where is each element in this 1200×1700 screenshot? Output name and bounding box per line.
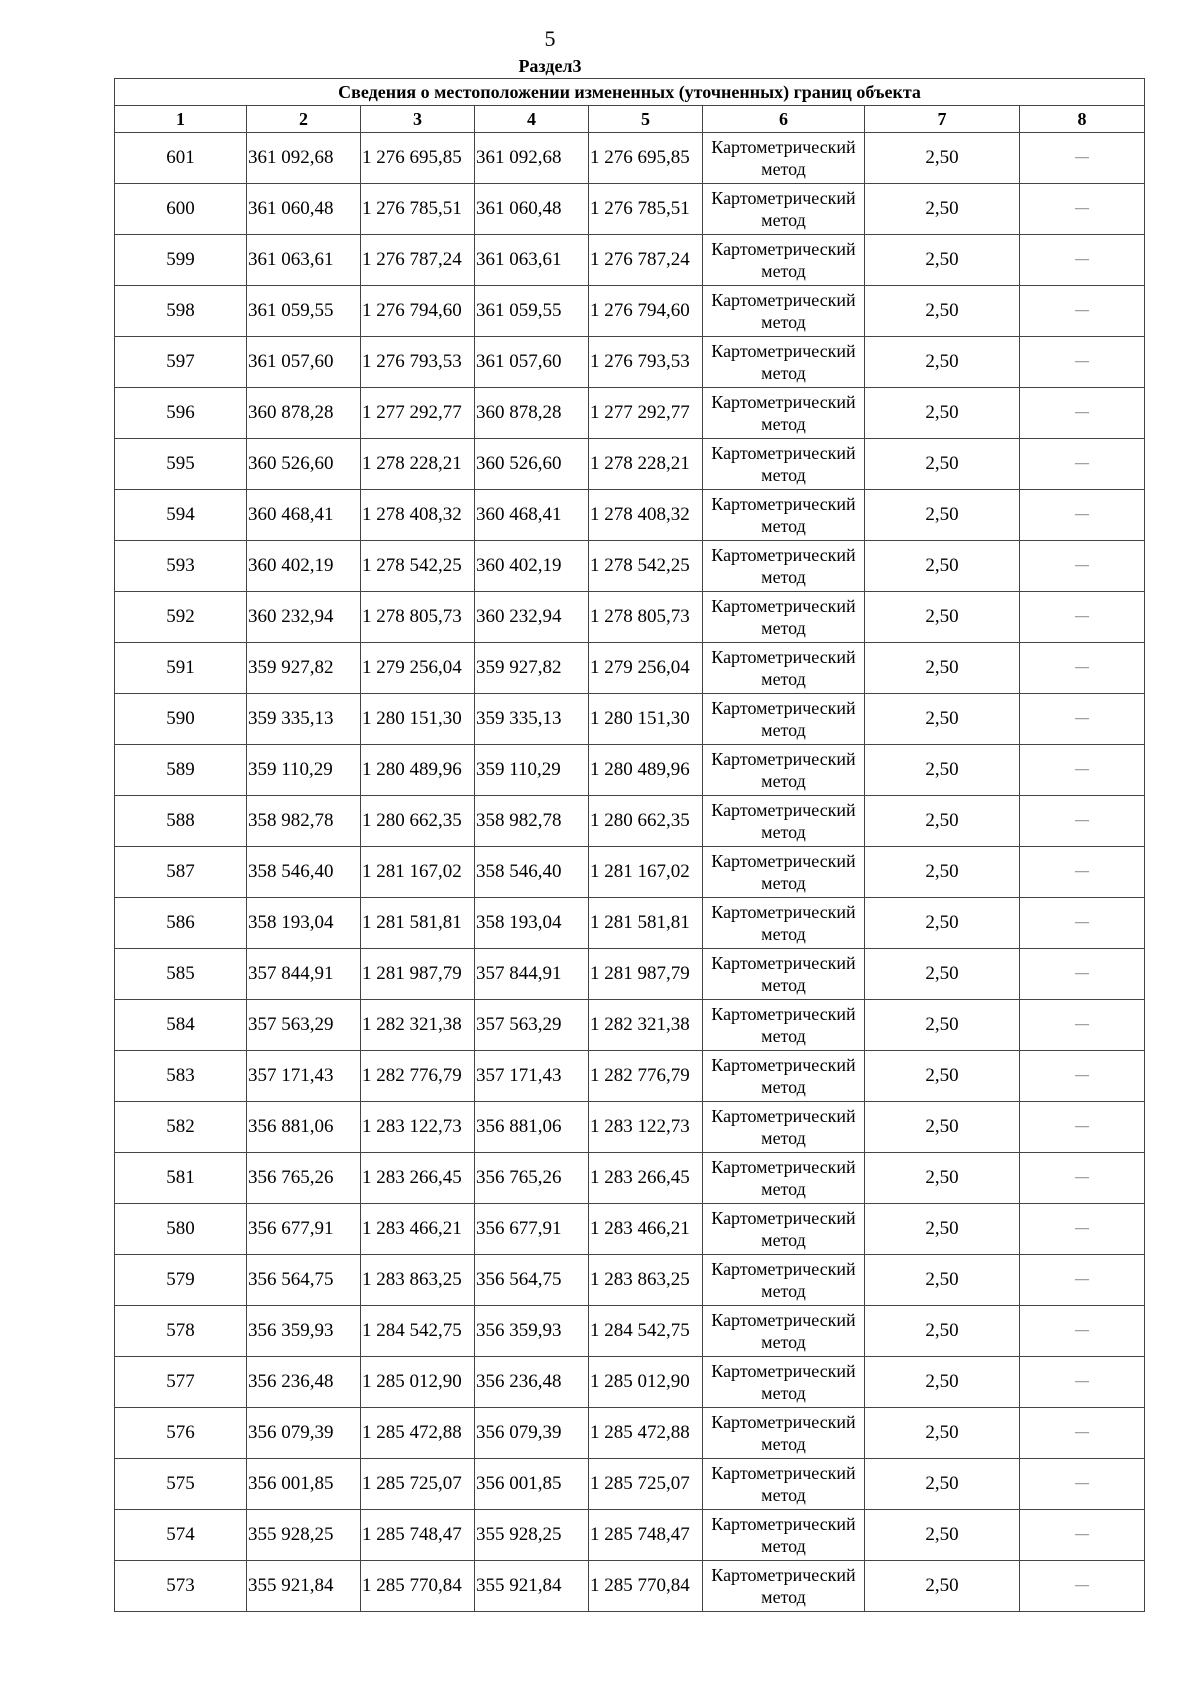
y-new-cell: 1 279 256,04	[589, 643, 703, 694]
accuracy-cell: 2,50	[865, 235, 1020, 286]
point-cell: 595	[115, 439, 247, 490]
x-old-cell: 357 563,29	[247, 1000, 361, 1051]
x-new-cell: 361 059,55	[475, 286, 589, 337]
table-row	[115, 1561, 1145, 1612]
table-row	[115, 949, 1145, 1000]
x-new-cell: 356 765,26	[475, 1153, 589, 1204]
x-new-cell: 357 844,91	[475, 949, 589, 1000]
y-new-cell: 1 276 794,60	[589, 286, 703, 337]
table-row	[115, 745, 1145, 796]
accuracy-cell: 2,50	[865, 439, 1020, 490]
y-new-cell: 1 285 770,84	[589, 1561, 703, 1612]
note-cell: —	[1020, 1153, 1145, 1204]
method-cell: Картометрический метод	[703, 541, 865, 592]
accuracy-cell: 2,50	[865, 388, 1020, 439]
point-cell: 594	[115, 490, 247, 541]
x-new-cell: 358 982,78	[475, 796, 589, 847]
y-new-cell: 1 280 151,30	[589, 694, 703, 745]
x-new-cell: 361 063,61	[475, 235, 589, 286]
accuracy-cell: 2,50	[865, 898, 1020, 949]
y-old-cell: 1 285 770,84	[361, 1561, 475, 1612]
table-row	[115, 1204, 1145, 1255]
y-new-cell: 1 278 228,21	[589, 439, 703, 490]
point-cell: 583	[115, 1051, 247, 1102]
x-old-cell: 359 110,29	[247, 745, 361, 796]
note-cell: —	[1020, 439, 1145, 490]
x-new-cell: 359 335,13	[475, 694, 589, 745]
accuracy-cell: 2,50	[865, 286, 1020, 337]
note-cell: —	[1020, 1408, 1145, 1459]
method-cell: Картометрический метод	[703, 796, 865, 847]
x-new-cell: 361 060,48	[475, 184, 589, 235]
y-old-cell: 1 283 863,25	[361, 1255, 475, 1306]
x-new-cell: 360 232,94	[475, 592, 589, 643]
y-new-cell: 1 282 321,38	[589, 1000, 703, 1051]
y-old-cell: 1 280 489,96	[361, 745, 475, 796]
point-cell: 585	[115, 949, 247, 1000]
y-old-cell: 1 282 321,38	[361, 1000, 475, 1051]
column-header: 8	[1020, 106, 1145, 133]
x-new-cell: 361 057,60	[475, 337, 589, 388]
x-old-cell: 359 335,13	[247, 694, 361, 745]
point-cell: 587	[115, 847, 247, 898]
point-cell: 574	[115, 1510, 247, 1561]
y-new-cell: 1 278 542,25	[589, 541, 703, 592]
accuracy-cell: 2,50	[865, 184, 1020, 235]
note-cell: —	[1020, 388, 1145, 439]
x-old-cell: 357 171,43	[247, 1051, 361, 1102]
y-old-cell: 1 281 167,02	[361, 847, 475, 898]
method-cell: Картометрический метод	[703, 439, 865, 490]
x-old-cell: 356 677,91	[247, 1204, 361, 1255]
method-cell: Картометрический метод	[703, 1204, 865, 1255]
note-cell: —	[1020, 847, 1145, 898]
y-new-cell: 1 285 472,88	[589, 1408, 703, 1459]
x-new-cell: 357 171,43	[475, 1051, 589, 1102]
table-row	[115, 694, 1145, 745]
y-old-cell: 1 285 748,47	[361, 1510, 475, 1561]
point-cell: 578	[115, 1306, 247, 1357]
y-new-cell: 1 285 012,90	[589, 1357, 703, 1408]
accuracy-cell: 2,50	[865, 133, 1020, 184]
point-cell: 573	[115, 1561, 247, 1612]
y-new-cell: 1 285 725,07	[589, 1459, 703, 1510]
coordinates-table	[114, 78, 1145, 1612]
y-old-cell: 1 277 292,77	[361, 388, 475, 439]
x-old-cell: 357 844,91	[247, 949, 361, 1000]
x-old-cell: 358 546,40	[247, 847, 361, 898]
y-old-cell: 1 283 466,21	[361, 1204, 475, 1255]
x-new-cell: 356 677,91	[475, 1204, 589, 1255]
accuracy-cell: 2,50	[865, 643, 1020, 694]
table-row	[115, 133, 1145, 184]
x-old-cell: 360 526,60	[247, 439, 361, 490]
y-old-cell: 1 276 787,24	[361, 235, 475, 286]
x-old-cell: 361 059,55	[247, 286, 361, 337]
note-cell: —	[1020, 1204, 1145, 1255]
table-row	[115, 1459, 1145, 1510]
note-cell: —	[1020, 133, 1145, 184]
table-row	[115, 337, 1145, 388]
point-cell: 588	[115, 796, 247, 847]
table-row	[115, 1306, 1145, 1357]
point-cell: 577	[115, 1357, 247, 1408]
note-cell: —	[1020, 541, 1145, 592]
x-old-cell: 361 063,61	[247, 235, 361, 286]
table-row	[115, 592, 1145, 643]
y-old-cell: 1 284 542,75	[361, 1306, 475, 1357]
y-new-cell: 1 283 266,45	[589, 1153, 703, 1204]
table-row	[115, 1153, 1145, 1204]
y-new-cell: 1 283 863,25	[589, 1255, 703, 1306]
note-cell: —	[1020, 1000, 1145, 1051]
x-old-cell: 356 564,75	[247, 1255, 361, 1306]
x-old-cell: 361 060,48	[247, 184, 361, 235]
x-old-cell: 358 193,04	[247, 898, 361, 949]
table-row	[115, 1102, 1145, 1153]
y-new-cell: 1 283 122,73	[589, 1102, 703, 1153]
y-old-cell: 1 276 794,60	[361, 286, 475, 337]
x-old-cell: 356 001,85	[247, 1459, 361, 1510]
note-cell: —	[1020, 643, 1145, 694]
y-old-cell: 1 280 151,30	[361, 694, 475, 745]
note-cell: —	[1020, 1357, 1145, 1408]
point-cell: 596	[115, 388, 247, 439]
table-row	[115, 1357, 1145, 1408]
y-old-cell: 1 282 776,79	[361, 1051, 475, 1102]
method-cell: Картометрический метод	[703, 1408, 865, 1459]
x-old-cell: 356 359,93	[247, 1306, 361, 1357]
section-title: Раздел3	[518, 56, 582, 76]
accuracy-cell: 2,50	[865, 1051, 1020, 1102]
method-cell: Картометрический метод	[703, 1510, 865, 1561]
table-row	[115, 184, 1145, 235]
y-old-cell: 1 283 266,45	[361, 1153, 475, 1204]
method-cell: Картометрический метод	[703, 1000, 865, 1051]
method-cell: Картометрический метод	[703, 694, 865, 745]
method-cell: Картометрический метод	[703, 286, 865, 337]
x-old-cell: 360 232,94	[247, 592, 361, 643]
method-cell: Картометрический метод	[703, 1051, 865, 1102]
x-new-cell: 356 881,06	[475, 1102, 589, 1153]
y-old-cell: 1 278 805,73	[361, 592, 475, 643]
y-new-cell: 1 276 793,53	[589, 337, 703, 388]
accuracy-cell: 2,50	[865, 1459, 1020, 1510]
note-cell: —	[1020, 286, 1145, 337]
y-old-cell: 1 278 408,32	[361, 490, 475, 541]
x-old-cell: 358 982,78	[247, 796, 361, 847]
x-new-cell: 361 092,68	[475, 133, 589, 184]
y-new-cell: 1 281 987,79	[589, 949, 703, 1000]
point-cell: 597	[115, 337, 247, 388]
point-cell: 581	[115, 1153, 247, 1204]
note-cell: —	[1020, 1102, 1145, 1153]
table-caption: Сведения о местоположении измененных (уточненных) границ объекта	[115, 79, 1145, 106]
column-header: 2	[247, 106, 361, 133]
accuracy-cell: 2,50	[865, 1255, 1020, 1306]
x-new-cell: 359 110,29	[475, 745, 589, 796]
note-cell: —	[1020, 745, 1145, 796]
method-cell: Картометрический метод	[703, 643, 865, 694]
accuracy-cell: 2,50	[865, 490, 1020, 541]
y-new-cell: 1 276 785,51	[589, 184, 703, 235]
point-cell: 579	[115, 1255, 247, 1306]
note-cell: —	[1020, 490, 1145, 541]
table-row	[115, 1000, 1145, 1051]
x-old-cell: 356 881,06	[247, 1102, 361, 1153]
accuracy-cell: 2,50	[865, 337, 1020, 388]
table-row	[115, 898, 1145, 949]
page-number: 5	[544, 26, 556, 51]
accuracy-cell: 2,50	[865, 1510, 1020, 1561]
table-row	[115, 235, 1145, 286]
table-row	[115, 439, 1145, 490]
y-new-cell: 1 285 748,47	[589, 1510, 703, 1561]
point-cell: 593	[115, 541, 247, 592]
y-new-cell: 1 280 662,35	[589, 796, 703, 847]
x-old-cell: 359 927,82	[247, 643, 361, 694]
x-old-cell: 356 236,48	[247, 1357, 361, 1408]
point-cell: 598	[115, 286, 247, 337]
note-cell: —	[1020, 949, 1145, 1000]
column-header: 4	[475, 106, 589, 133]
y-old-cell: 1 279 256,04	[361, 643, 475, 694]
y-old-cell: 1 281 987,79	[361, 949, 475, 1000]
table-row	[115, 541, 1145, 592]
x-old-cell: 355 928,25	[247, 1510, 361, 1561]
table-row	[115, 1051, 1145, 1102]
column-header: 3	[361, 106, 475, 133]
method-cell: Картометрический метод	[703, 745, 865, 796]
accuracy-cell: 2,50	[865, 694, 1020, 745]
y-old-cell: 1 278 228,21	[361, 439, 475, 490]
accuracy-cell: 2,50	[865, 1102, 1020, 1153]
y-old-cell: 1 281 581,81	[361, 898, 475, 949]
accuracy-cell: 2,50	[865, 1408, 1020, 1459]
y-new-cell: 1 278 805,73	[589, 592, 703, 643]
y-new-cell: 1 283 466,21	[589, 1204, 703, 1255]
x-new-cell: 360 526,60	[475, 439, 589, 490]
point-cell: 580	[115, 1204, 247, 1255]
note-cell: —	[1020, 1306, 1145, 1357]
y-old-cell: 1 276 695,85	[361, 133, 475, 184]
y-new-cell: 1 277 292,77	[589, 388, 703, 439]
accuracy-cell: 2,50	[865, 796, 1020, 847]
x-new-cell: 356 359,93	[475, 1306, 589, 1357]
note-cell: —	[1020, 592, 1145, 643]
x-old-cell: 360 878,28	[247, 388, 361, 439]
table-row	[115, 286, 1145, 337]
column-header: 7	[865, 106, 1020, 133]
note-cell: —	[1020, 235, 1145, 286]
method-cell: Картометрический метод	[703, 235, 865, 286]
y-old-cell: 1 283 122,73	[361, 1102, 475, 1153]
y-old-cell: 1 285 012,90	[361, 1357, 475, 1408]
y-new-cell: 1 281 581,81	[589, 898, 703, 949]
accuracy-cell: 2,50	[865, 949, 1020, 1000]
column-number-row	[115, 106, 1145, 133]
point-cell: 590	[115, 694, 247, 745]
x-old-cell: 361 057,60	[247, 337, 361, 388]
method-cell: Картометрический метод	[703, 949, 865, 1000]
accuracy-cell: 2,50	[865, 1153, 1020, 1204]
method-cell: Картометрический метод	[703, 1255, 865, 1306]
method-cell: Картометрический метод	[703, 1153, 865, 1204]
accuracy-cell: 2,50	[865, 1306, 1020, 1357]
method-cell: Картометрический метод	[703, 490, 865, 541]
y-new-cell: 1 281 167,02	[589, 847, 703, 898]
note-cell: —	[1020, 1051, 1145, 1102]
table-row	[115, 796, 1145, 847]
y-new-cell: 1 278 408,32	[589, 490, 703, 541]
table-row	[115, 1510, 1145, 1561]
method-cell: Картометрический метод	[703, 133, 865, 184]
table-row	[115, 847, 1145, 898]
method-cell: Картометрический метод	[703, 1459, 865, 1510]
method-cell: Картометрический метод	[703, 847, 865, 898]
note-cell: —	[1020, 1255, 1145, 1306]
method-cell: Картометрический метод	[703, 337, 865, 388]
point-cell: 599	[115, 235, 247, 286]
table-row	[115, 490, 1145, 541]
point-cell: 584	[115, 1000, 247, 1051]
point-cell: 586	[115, 898, 247, 949]
point-cell: 592	[115, 592, 247, 643]
table-row	[115, 643, 1145, 694]
x-new-cell: 360 878,28	[475, 388, 589, 439]
x-new-cell: 355 928,25	[475, 1510, 589, 1561]
x-old-cell: 355 921,84	[247, 1561, 361, 1612]
table-row	[115, 1255, 1145, 1306]
x-new-cell: 358 193,04	[475, 898, 589, 949]
y-old-cell: 1 278 542,25	[361, 541, 475, 592]
y-old-cell: 1 276 785,51	[361, 184, 475, 235]
point-cell: 591	[115, 643, 247, 694]
x-new-cell: 359 927,82	[475, 643, 589, 694]
x-old-cell: 356 765,26	[247, 1153, 361, 1204]
y-new-cell: 1 282 776,79	[589, 1051, 703, 1102]
x-old-cell: 360 402,19	[247, 541, 361, 592]
y-new-cell: 1 280 489,96	[589, 745, 703, 796]
y-old-cell: 1 276 793,53	[361, 337, 475, 388]
point-cell: 582	[115, 1102, 247, 1153]
method-cell: Картометрический метод	[703, 1102, 865, 1153]
method-cell: Картометрический метод	[703, 1306, 865, 1357]
point-cell: 575	[115, 1459, 247, 1510]
x-old-cell: 360 468,41	[247, 490, 361, 541]
y-new-cell: 1 276 695,85	[589, 133, 703, 184]
method-cell: Картометрический метод	[703, 1357, 865, 1408]
method-cell: Картометрический метод	[703, 898, 865, 949]
column-header: 1	[115, 106, 247, 133]
x-new-cell: 356 001,85	[475, 1459, 589, 1510]
point-cell: 600	[115, 184, 247, 235]
accuracy-cell: 2,50	[865, 847, 1020, 898]
y-new-cell: 1 284 542,75	[589, 1306, 703, 1357]
accuracy-cell: 2,50	[865, 1000, 1020, 1051]
accuracy-cell: 2,50	[865, 1357, 1020, 1408]
note-cell: —	[1020, 796, 1145, 847]
x-new-cell: 360 402,19	[475, 541, 589, 592]
table-body	[115, 133, 1145, 1612]
y-old-cell: 1 285 472,88	[361, 1408, 475, 1459]
method-cell: Картометрический метод	[703, 592, 865, 643]
point-cell: 589	[115, 745, 247, 796]
x-new-cell: 357 563,29	[475, 1000, 589, 1051]
table-row	[115, 1408, 1145, 1459]
table-row	[115, 388, 1145, 439]
x-old-cell: 361 092,68	[247, 133, 361, 184]
method-cell: Картометрический метод	[703, 184, 865, 235]
column-header: 6	[703, 106, 865, 133]
x-new-cell: 356 079,39	[475, 1408, 589, 1459]
note-cell: —	[1020, 184, 1145, 235]
y-old-cell: 1 280 662,35	[361, 796, 475, 847]
point-cell: 601	[115, 133, 247, 184]
accuracy-cell: 2,50	[865, 1204, 1020, 1255]
note-cell: —	[1020, 898, 1145, 949]
method-cell: Картометрический метод	[703, 1561, 865, 1612]
note-cell: —	[1020, 1459, 1145, 1510]
column-header: 5	[589, 106, 703, 133]
note-cell: —	[1020, 337, 1145, 388]
accuracy-cell: 2,50	[865, 1561, 1020, 1612]
note-cell: —	[1020, 1561, 1145, 1612]
method-cell: Картометрический метод	[703, 388, 865, 439]
x-new-cell: 358 546,40	[475, 847, 589, 898]
x-new-cell: 356 236,48	[475, 1357, 589, 1408]
y-new-cell: 1 276 787,24	[589, 235, 703, 286]
x-new-cell: 355 921,84	[475, 1561, 589, 1612]
x-old-cell: 356 079,39	[247, 1408, 361, 1459]
accuracy-cell: 2,50	[865, 541, 1020, 592]
accuracy-cell: 2,50	[865, 745, 1020, 796]
y-old-cell: 1 285 725,07	[361, 1459, 475, 1510]
note-cell: —	[1020, 694, 1145, 745]
note-cell: —	[1020, 1510, 1145, 1561]
x-new-cell: 360 468,41	[475, 490, 589, 541]
accuracy-cell: 2,50	[865, 592, 1020, 643]
x-new-cell: 356 564,75	[475, 1255, 589, 1306]
point-cell: 576	[115, 1408, 247, 1459]
